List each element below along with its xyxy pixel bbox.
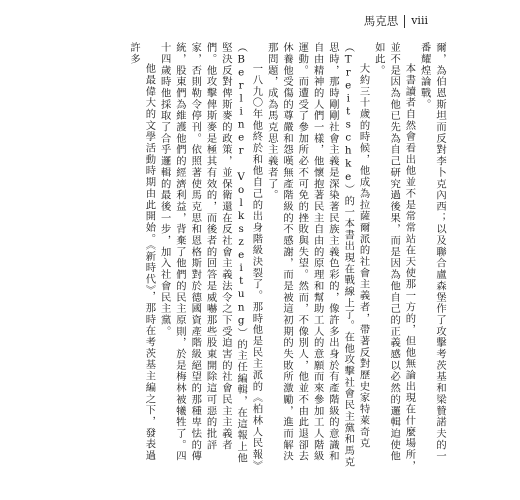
paragraph: 大約三十歲的時候，他成為拉薩爾派的社會主義者，帶著反對歷史家特萊奇克（Treitschke）的一本書出現在戰線上了。在他攻擊社會民主黨和馬克思時，那時剛剛社會主義是深染著民族主義色彩的，像許多出身於有產階級的意識和自由精神的人們一樣，他懷抱著民主自由的原理和幫助工人的意願而來參加工人階級運動。而遭受了參加所必不可免的挫敗與失望。然而，不像別人，他並不由此退卻去休養他受傷的尊嚴和怨嘆無產階級的不感謝，而是被這初期的失敗所激勵，進而解決那問題，成為馬克思主義者了。 (265, 42, 370, 468)
body-text (77, 42, 447, 472)
paragraph: 他最偉大的文學活動時期由此開始。《新時代》，那時在考茨基主編之下，發表過許多 (128, 42, 156, 461)
running-head-divider (404, 15, 405, 28)
paragraph: 本書讀者自然會看出他並不是常常站在天使那一方的，但他無論出現在什麼場所，並不是因為他已先為自己研究過後果，而是因為他自己的正義感以必然的邏輯迫使他如此。 (372, 42, 416, 472)
paragraph: 一八九〇年他終於和他自己的出身階級決裂了。那時他是民主派的《柏林人民報》（Berliner Volkszeitung）的主任編輯，在這報上他堅決反對俾斯麥的政策，並保衛還在反社會主義法令之下受迫害的社會民主主義者們。他攻擊俾斯麥是極其有效的，而後者的回答是威嚇那些股東開除這可惡的批評家，否則勒令停刊。依照著使馬克思和恩格斯對於德國資產階級絕望的那種卑怯的傳統，股東們為維護他們的經濟利益，背棄了他們的民主原則，於是梅林被犧牲了。四十四歲時他採取了合乎邏輯的最後一步，加入社會民主黨。 (158, 42, 263, 472)
paragraph-continuation: 爾，為伯恩斯坦而反對李卜克內西；以及聯合盧森堡作了攻擊考茨基和梁贊諾夫的一番耀煌論戰。 (418, 42, 446, 462)
running-head (364, 14, 428, 28)
page-number: viii (411, 14, 428, 27)
running-head-title: 馬克思 (363, 14, 399, 28)
